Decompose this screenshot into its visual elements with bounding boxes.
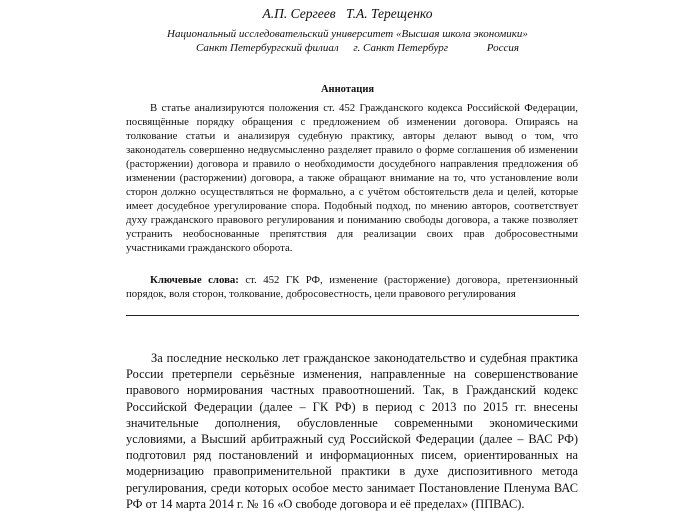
affiliation-branch: Санкт Петербургский филиал	[195, 42, 339, 54]
authors-line	[0, 6, 695, 22]
keywords-paragraph	[126, 273, 578, 301]
author-name: Т.А. Терещенко	[345, 6, 433, 21]
body-paragraph: За последние несколько лет гражданское законодательство и судебная практика России претерпели серьёзные изменения, направленные на совершенствование правового нормирования частных правоотношений. Так, в Гражданский кодекс Российской Федерации (далее – ГК РФ) в период с 2013 по 2015 гг. внесены значительные дополнения, обусловленные современными экономическими условиями, а Высший арбитражный суд Российской Федерации (далее – ВАС РФ) подготовил ряд постановлений и информационных писем, ориентированных на модернизацию правоприменительной практики в духе диспозитивного метода регулирования, среди которых особое место занимает Постановление Пленума ВАС РФ от 14 марта 2014 г. № 16 «О свободе договора и её пределах» (ППВАС).	[126, 351, 578, 511]
author-name: А.П. Сергеев	[262, 6, 336, 21]
abstract-text: В статье анализируются положения ст. 452 Гражданского кодекса Российской Федерации, посвящённые порядку обращения с предложением об изменении договора. Опираясь на толкование статьи и анализируя судебную практику, авторы делают вывод о том, что законодатель совершенно недвусмысленно разделяет правило о форме соглашения об изменении (расторжении) договора и правило о необходимости досудебного направления предложения об изменении (расторжении) договора, а также обращают внимание на то, что установление воли сторон должно осуществляться не формально, а с учётом обстоятельств дела и целей, которые имеет досудебное урегулирование спора. Подобный подход, по мнению авторов, соответствует духу гражданского правового регулирования и пониманию свободы договора, а также позволяет устранить необоснованные препятствия для реализации своих прав добросовестными участниками гражданского оборота.	[126, 102, 578, 254]
affiliation-country: Россия	[486, 42, 519, 54]
section-divider	[126, 315, 579, 316]
affiliation-university: Национальный исследовательский университет «Высшая школа экономики»	[167, 28, 528, 40]
abstract-title: Аннотация	[320, 84, 375, 95]
keywords-label: Ключевые слова:	[150, 274, 239, 286]
affiliation-location	[10, 42, 695, 54]
keywords-text: ст. 452 ГК РФ, изменение (расторжение) договора, претензионный порядок, воля сторон, толкование, добросовестность, цели правового регулирования	[126, 274, 579, 300]
affiliation-city: г. Санкт Петербург	[353, 42, 449, 54]
